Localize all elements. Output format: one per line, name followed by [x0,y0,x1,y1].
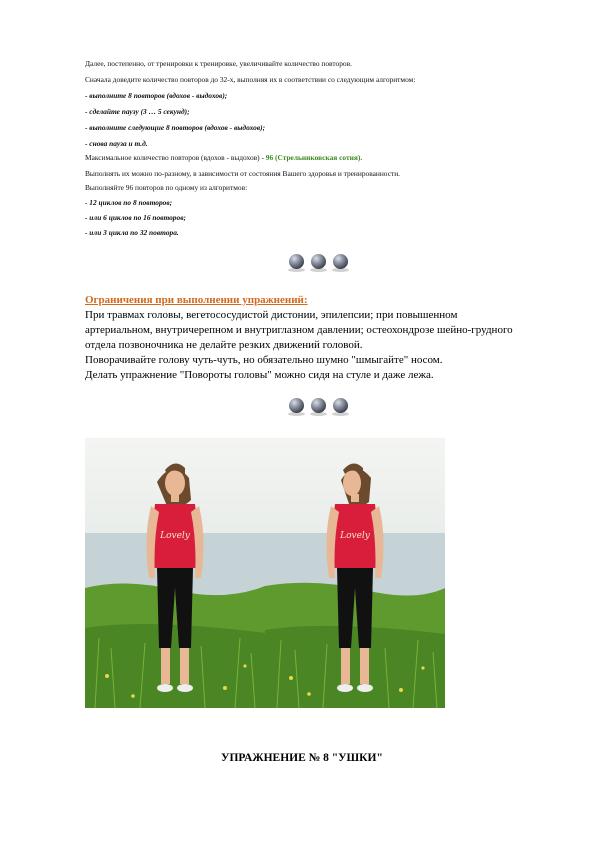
instruction-step: - выполните 8 повторов (вдохов - выдохов); [85,91,228,100]
restrictions-line: артериальном, внутричерепном и внутриглазном давлении; остеохондрозе шейно-грудного [85,324,513,336]
algorithm-step: - или 3 цикла по 32 повтора. [85,228,179,237]
divider-balls [289,398,353,418]
photo-frame-left [85,438,265,708]
divider-balls [289,254,353,274]
ball-icon [333,254,348,269]
max-repeats-line [85,154,362,161]
instruction-line: Далее, постепенно, от тренировки к тренировке, увеличивайте количество повторов. [85,59,352,68]
instruction-line: Сначала доведите количество повторов до 32-х, выполняя их в соответствии со следующим алгоритмом: [85,75,416,84]
restrictions-line: отдела позвоночника не делайте резких движений головой. [85,339,363,351]
restrictions-heading: Ограничения при выполнении упражнений: [85,294,308,306]
max-repeats-label: Максимальное количество повторов (вдохов - выдохов) - [85,153,264,162]
algorithm-step: - или 6 циклов по 16 повторов; [85,213,186,222]
instruction-step: - снова пауза и т.д. [85,139,148,148]
ball-icon [289,254,304,269]
restrictions-line: Делать упражнение "Повороты головы" можно сидя на стуле и даже лежа. [85,369,434,381]
exercise-photo [85,438,445,708]
max-repeats-highlight: 96 (Стрельниковская сотня). [265,153,363,162]
photo-frame-right [265,438,445,708]
instruction-line: Выполнять их можно по-разному, в зависимости от состояния Вашего здоровья и тренированности. [85,169,401,178]
ball-icon [333,398,348,413]
instruction-step: - выполните следующие 8 повторов (вдохов - выдохов); [85,123,266,132]
shirt-print: Lovely [340,531,370,541]
instruction-step: - сделайте паузу (3 … 5 секунд); [85,107,190,116]
restrictions-line: Поворачивайте голову чуть-чуть, но обязательно шумно "шмыгайте" носом. [85,354,443,366]
restrictions-line: При травмах головы, вегетососудистой дистонии, эпилепсии; при повышенном [85,309,458,321]
shirt-print: Lovely [160,531,190,541]
ball-icon [311,398,326,413]
ball-icon [289,398,304,413]
ball-icon [311,254,326,269]
exercise-title: УПРАЖНЕНИЕ № 8 "УШКИ" [221,752,383,764]
instruction-line: Выполняйте 96 повторов по одному из алгоритмов: [85,183,248,192]
algorithm-step: - 12 циклов по 8 повторов; [85,198,173,207]
